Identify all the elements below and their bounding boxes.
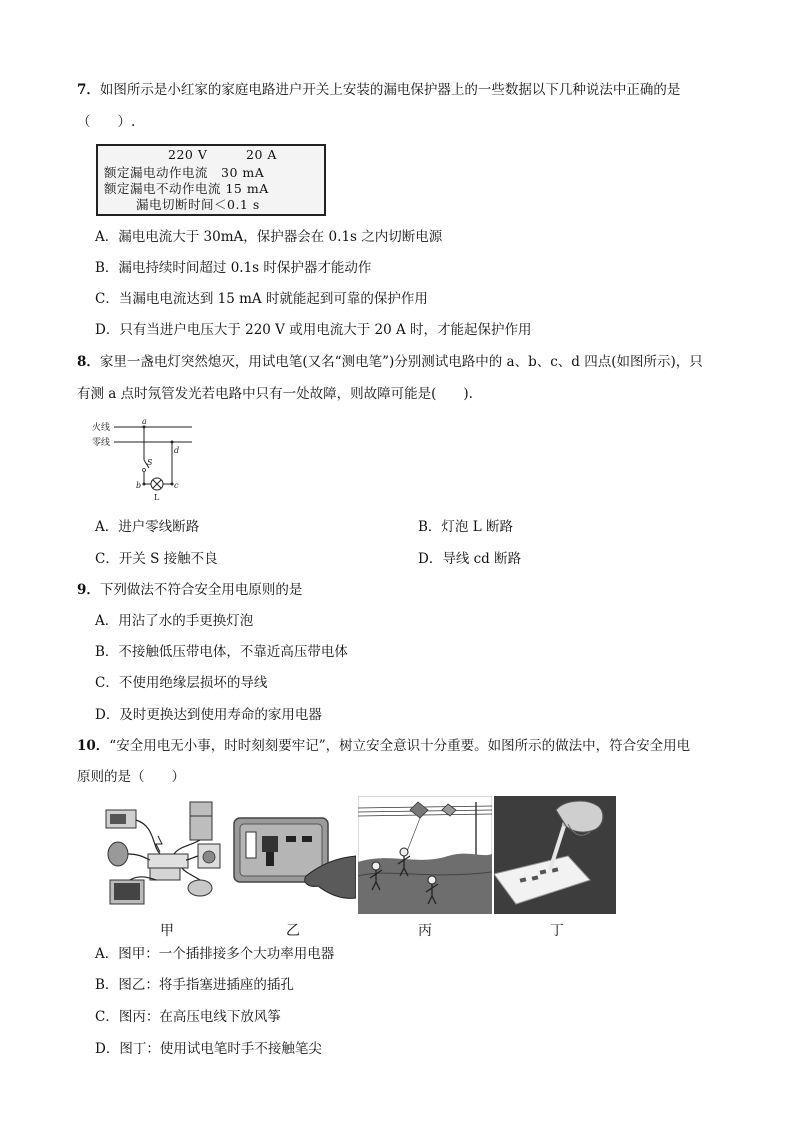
child-icon [400,848,408,856]
question-8-stem [77,352,703,372]
figure-yi-finger-in-socket [232,796,356,914]
rated-current: 20 A [246,147,277,162]
label-d: d [174,446,180,455]
question-7-continuation: （ ）. [77,114,136,130]
figure-bing-kite-under-power-lines [358,796,492,914]
leakage-non-trip-current: 额定漏电不动作电流 15 mA [104,181,269,196]
question-8-option-c[interactable]: C．开关 S 接触不良 [95,551,218,567]
figure-jia-overloaded-power-strip [100,796,232,914]
rated-voltage: 220 V [168,147,208,162]
trip-time: 漏电切断时间＜0.1 s [136,197,260,212]
question-9-option-a[interactable]: A．用沾了水的手更换灯泡 [95,613,254,629]
refrigerator-icon [190,802,212,840]
vacuum-icon [188,880,212,896]
label-l: L [154,493,160,502]
question-9-option-b[interactable]: B．不接触低压带电体，不靠近高压带电体 [95,644,348,660]
caption-ding: 丁 [550,923,564,939]
question-10-option-a[interactable]: A．图甲：一个插排接多个大功率用电器 [95,946,335,962]
question-10-text: “安全用电无小事，时时刻刻要牢记”，树立安全意识十分重要。如图所示的做法中，符合安全用电 [109,738,691,754]
neutral-wire-label: 零线 [92,438,111,448]
question-9-stem [77,580,302,600]
label-b: b [136,481,142,490]
question-7-text: 如图所示是小红家的家庭电路进户开关上安装的漏电保护器上的一些数据以下几种说法中正确的是 [99,82,681,98]
question-10-number: 10． [77,738,110,754]
question-8-option-a[interactable]: A．进户零线断路 [95,519,200,535]
question-9-text: 下列做法不符合安全用电原则的是 [99,582,303,598]
figure-ding-test-pen [494,796,616,914]
question-10-continuation: 原则的是（ ） [77,769,185,785]
question-10-stem [77,736,690,756]
question-7-option-b[interactable]: B．漏电持续时间超过 0.1s 时保护器才能动作 [95,260,372,276]
question-8-text: 家里一盏电灯突然熄灭，用试电笔(又名“测电笔”)分别测试电路中的 a、b、c、d 四点(如图所示)，只 [99,354,703,370]
question-9-number: 9． [77,582,100,598]
question-7-number: 7． [77,82,100,98]
question-10-option-d[interactable]: D．图丁：使用试电笔时手不接触笔尖 [95,1041,322,1057]
label-s: S [147,458,153,467]
node-d [171,441,174,444]
question-7-stem [77,80,680,100]
question-9-option-d[interactable]: D．及时更换达到使用寿命的家用电器 [95,707,322,723]
live-wire-label: 火线 [92,423,111,433]
question-7-option-a[interactable]: A．漏电电流大于 30mA，保护器会在 0.1s 之内切断电源 [95,229,443,245]
question-8-number: 8． [77,354,100,370]
question-8-option-d[interactable]: D．导线 cd 断路 [418,551,522,567]
question-8-option-b[interactable]: B．灯泡 L 断路 [418,519,513,535]
power-strip-icon [148,854,188,868]
question-7-option-d[interactable]: D．只有当进户电压大于 220 V 或用电流大于 20 A 时，才能起保护作用 [95,322,532,338]
switch-contact [143,469,146,472]
caption-bing: 丙 [418,923,432,939]
question-8-continuation: 有测 a 点时氖管发光若电路中只有一处故障，则故障可能是( ). [77,386,473,402]
caption-jia: 甲 [160,923,174,939]
caption-yi: 乙 [286,923,300,939]
question-7-option-c[interactable]: C．当漏电电流达到 15 mA 时就能起到可靠的保护作用 [95,291,428,307]
question-9-option-c[interactable]: C．不使用绝缘层损坏的导线 [95,675,268,691]
label-c: c [174,481,179,490]
household-circuit-diagram [92,414,202,506]
leakage-trip-current: 额定漏电动作电流 30 mA [104,165,265,180]
fan-icon [108,842,128,866]
question-10-option-b[interactable]: B．图乙：将手指塞进插座的插孔 [95,977,294,993]
question-10-option-c[interactable]: C．图丙：在高压电线下放风筝 [95,1009,281,1025]
leakage-protector-label [96,144,326,216]
label-a: a [142,417,147,426]
